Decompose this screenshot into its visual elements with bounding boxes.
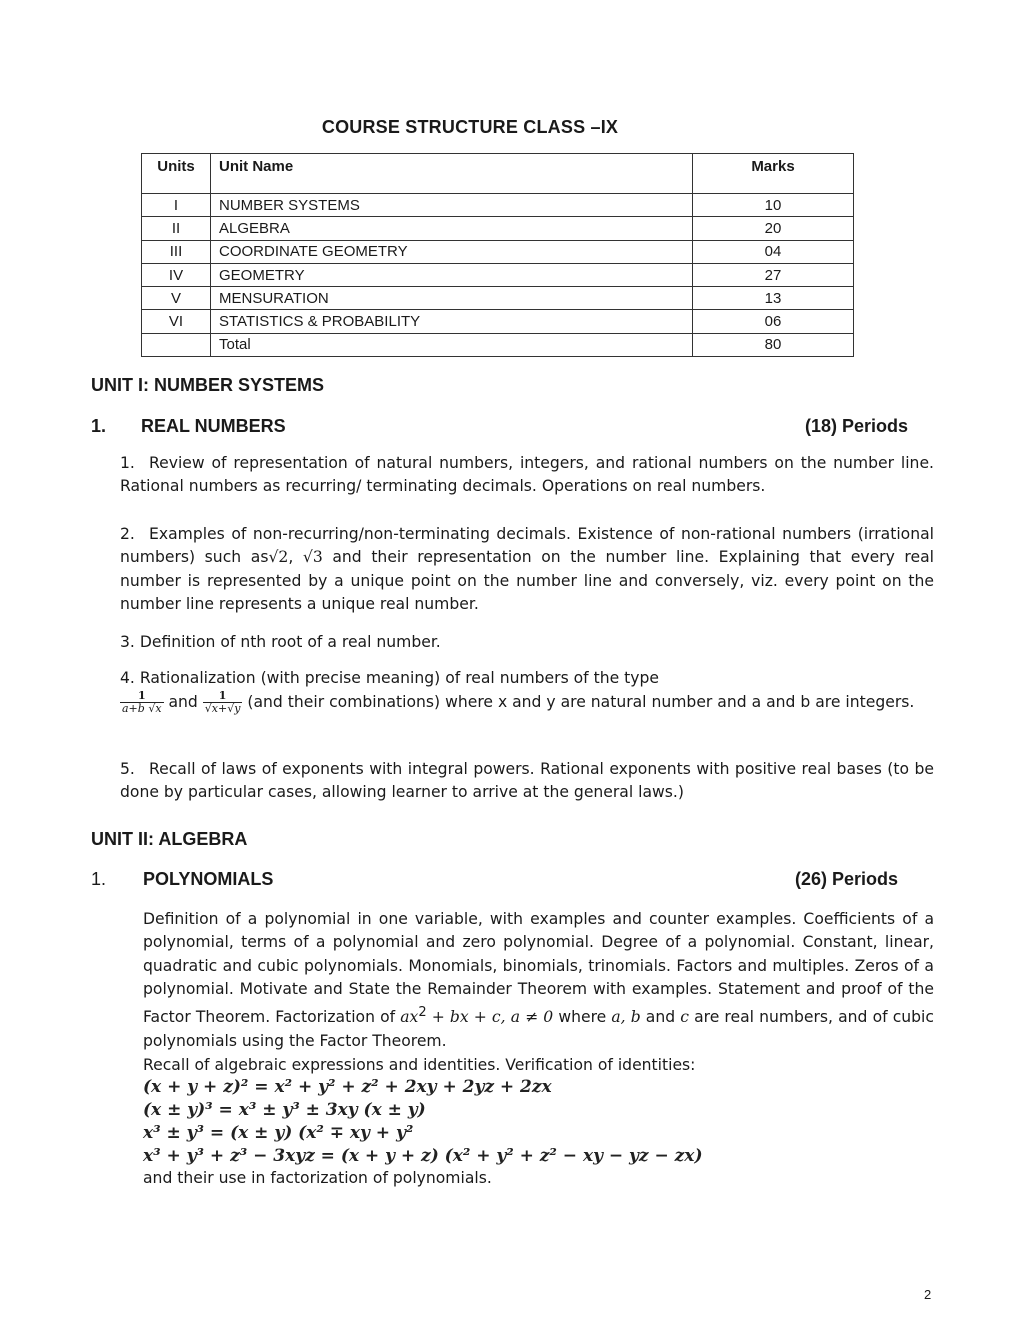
list-item <box>120 631 934 654</box>
unit2-heading: UNIT II: ALGEBRA <box>91 829 248 849</box>
fraction-numerator: 1 <box>203 690 243 703</box>
paragraph-text: and <box>640 1008 681 1027</box>
page-number: 2 <box>924 1287 932 1302</box>
unit-name-cell: STATISTICS & PROBABILITY <box>211 310 693 333</box>
unit1-topic-periods: (18) Periods <box>805 416 909 436</box>
marks-cell: 04 <box>693 240 854 263</box>
list-item <box>120 667 934 715</box>
identities-intro: Recall of algebraic expressions and identities. Verification of identities: <box>143 1056 696 1074</box>
list-item-number: 4. <box>120 669 135 687</box>
list-item-text: Review of representation of natural numbers, integers, and rational numbers on the number line. Rational numbers as recurring/ terminating decimals. Operations on real numbers. <box>120 454 934 496</box>
sqrt-two: √2 <box>268 548 289 567</box>
marks-cell: 80 <box>693 333 854 356</box>
identity-line: x³ + y³ + z³ − 3xyz = (x + y + z) (x² + y² + z² − xy − yz − zx) <box>143 1146 703 1166</box>
marks-cell: 27 <box>693 263 854 286</box>
superscript: 2 <box>418 1005 427 1021</box>
marks-cell: 10 <box>693 194 854 217</box>
list-item-text: Examples of non-recurring/non-terminating decimals. Existence of non-rational numbers (irrational numbers) such as <box>120 525 934 567</box>
variable: c <box>680 1008 689 1027</box>
unit-cell: V <box>142 287 211 310</box>
fraction-numerator: 1 <box>120 690 164 703</box>
list-item-number: 5. <box>120 760 135 778</box>
identity-line: (x ± y)³ = x³ ± y³ ± 3xy (x ± y) <box>143 1100 426 1120</box>
unit-name-cell: ALGEBRA <box>211 217 693 240</box>
table-total-row <box>142 333 854 356</box>
page-title: COURSE STRUCTURE CLASS –IX <box>321 117 619 137</box>
expression: ax <box>400 1008 419 1027</box>
header-units: Units <box>142 154 211 194</box>
unit2-topic-periods: (26) Periods <box>795 869 899 889</box>
fraction-denominator: √x+√y <box>204 702 241 716</box>
unit-cell: III <box>142 240 211 263</box>
table-row <box>142 194 854 217</box>
unit-name-cell: COORDINATE GEOMETRY <box>211 240 693 263</box>
list-item <box>120 452 934 499</box>
list-item <box>120 523 934 616</box>
list-item-text: Rationalization (with precise meaning) of real numbers of the type <box>139 669 660 687</box>
list-item-text: Recall of laws of exponents with integral powers. Rational exponents with positive real bases (to be done by particular cases, allowing learner to arrive at the general laws.) <box>120 760 934 802</box>
unit2-topic-name: POLYNOMIALS <box>143 869 274 889</box>
paragraph-text: where <box>553 1008 612 1027</box>
unit1-heading: UNIT I: NUMBER SYSTEMS <box>91 375 325 395</box>
unit-cell: VI <box>142 310 211 333</box>
identity-line: (x + y + z)² = x² + y² + z² + 2xy + 2yz + 2zx <box>143 1077 552 1097</box>
marks-cell: 20 <box>693 217 854 240</box>
sqrt-three: √3 <box>302 548 323 567</box>
variable: a, b <box>611 1008 641 1027</box>
table-header-row <box>142 154 854 194</box>
unit1-topic-name: REAL NUMBERS <box>141 416 286 436</box>
and-word: and <box>163 693 203 712</box>
list-item-number: 3. <box>120 633 135 651</box>
unit-name-cell: MENSURATION <box>211 287 693 310</box>
unit-cell: I <box>142 194 211 217</box>
separator: , <box>288 548 303 567</box>
unit-name-cell: GEOMETRY <box>211 263 693 286</box>
list-item-text-continued: (and their combinations) where x and y are natural number and a and b are integers. <box>242 693 915 712</box>
polynomials-description <box>143 908 934 1053</box>
expression: + bx + c, a ≠ 0 <box>426 1008 554 1027</box>
fraction-one <box>120 690 164 715</box>
list-item-text: Definition of nth root of a real number. <box>139 633 441 651</box>
table-row <box>142 240 854 263</box>
list-item <box>120 758 934 805</box>
unit-name-cell: NUMBER SYSTEMS <box>211 194 693 217</box>
list-item-number: 1. <box>120 454 135 472</box>
unit2-topic-number: 1. <box>91 869 107 889</box>
unit-name-cell: Total <box>211 333 693 356</box>
marks-cell: 13 <box>693 287 854 310</box>
header-unit-name: Unit Name <box>211 154 693 194</box>
fraction-denominator: a+b √x <box>122 702 162 716</box>
unit-cell: II <box>142 217 211 240</box>
table-row <box>142 310 854 333</box>
course-structure-table <box>141 153 854 357</box>
list-item-number: 2. <box>120 525 135 543</box>
table-row <box>142 263 854 286</box>
unit-cell: IV <box>142 263 211 286</box>
header-marks: Marks <box>693 154 854 194</box>
list-item-text-continued: and their representation on the number line. Explaining that every real number is represented by a unique point on the number line and conversely, viz. every point on the number line represents a unique real number. <box>120 548 934 613</box>
identities-outro: and their use in factorization of polynomials. <box>143 1169 492 1187</box>
unit1-topic-number: 1. <box>91 416 107 436</box>
table-row <box>142 217 854 240</box>
marks-cell: 06 <box>693 310 854 333</box>
identity-line: x³ ± y³ = (x ± y) (x² ∓ xy + y² <box>143 1123 414 1143</box>
paragraph-text: Definition of a polynomial in one variable, with examples and counter examples. Coefficients of a polynomial, terms of a polynomial and zero polynomial. Degree of a polynomial. Constant, linear, quadratic and cubic polynomials. Monomials, binomials, trinomials. Factors and multiples. Zeros of a polynomial. Motivate and State the Remainder Theorem with examples. Statement and proof of the Factor Theorem. Factorization of <box>143 910 934 1027</box>
unit-cell <box>142 333 211 356</box>
fraction-two <box>203 690 243 715</box>
paragraph-text: are real numbers, and of cubic polynomials using the Factor Theorem. <box>143 1008 934 1050</box>
table-row <box>142 287 854 310</box>
